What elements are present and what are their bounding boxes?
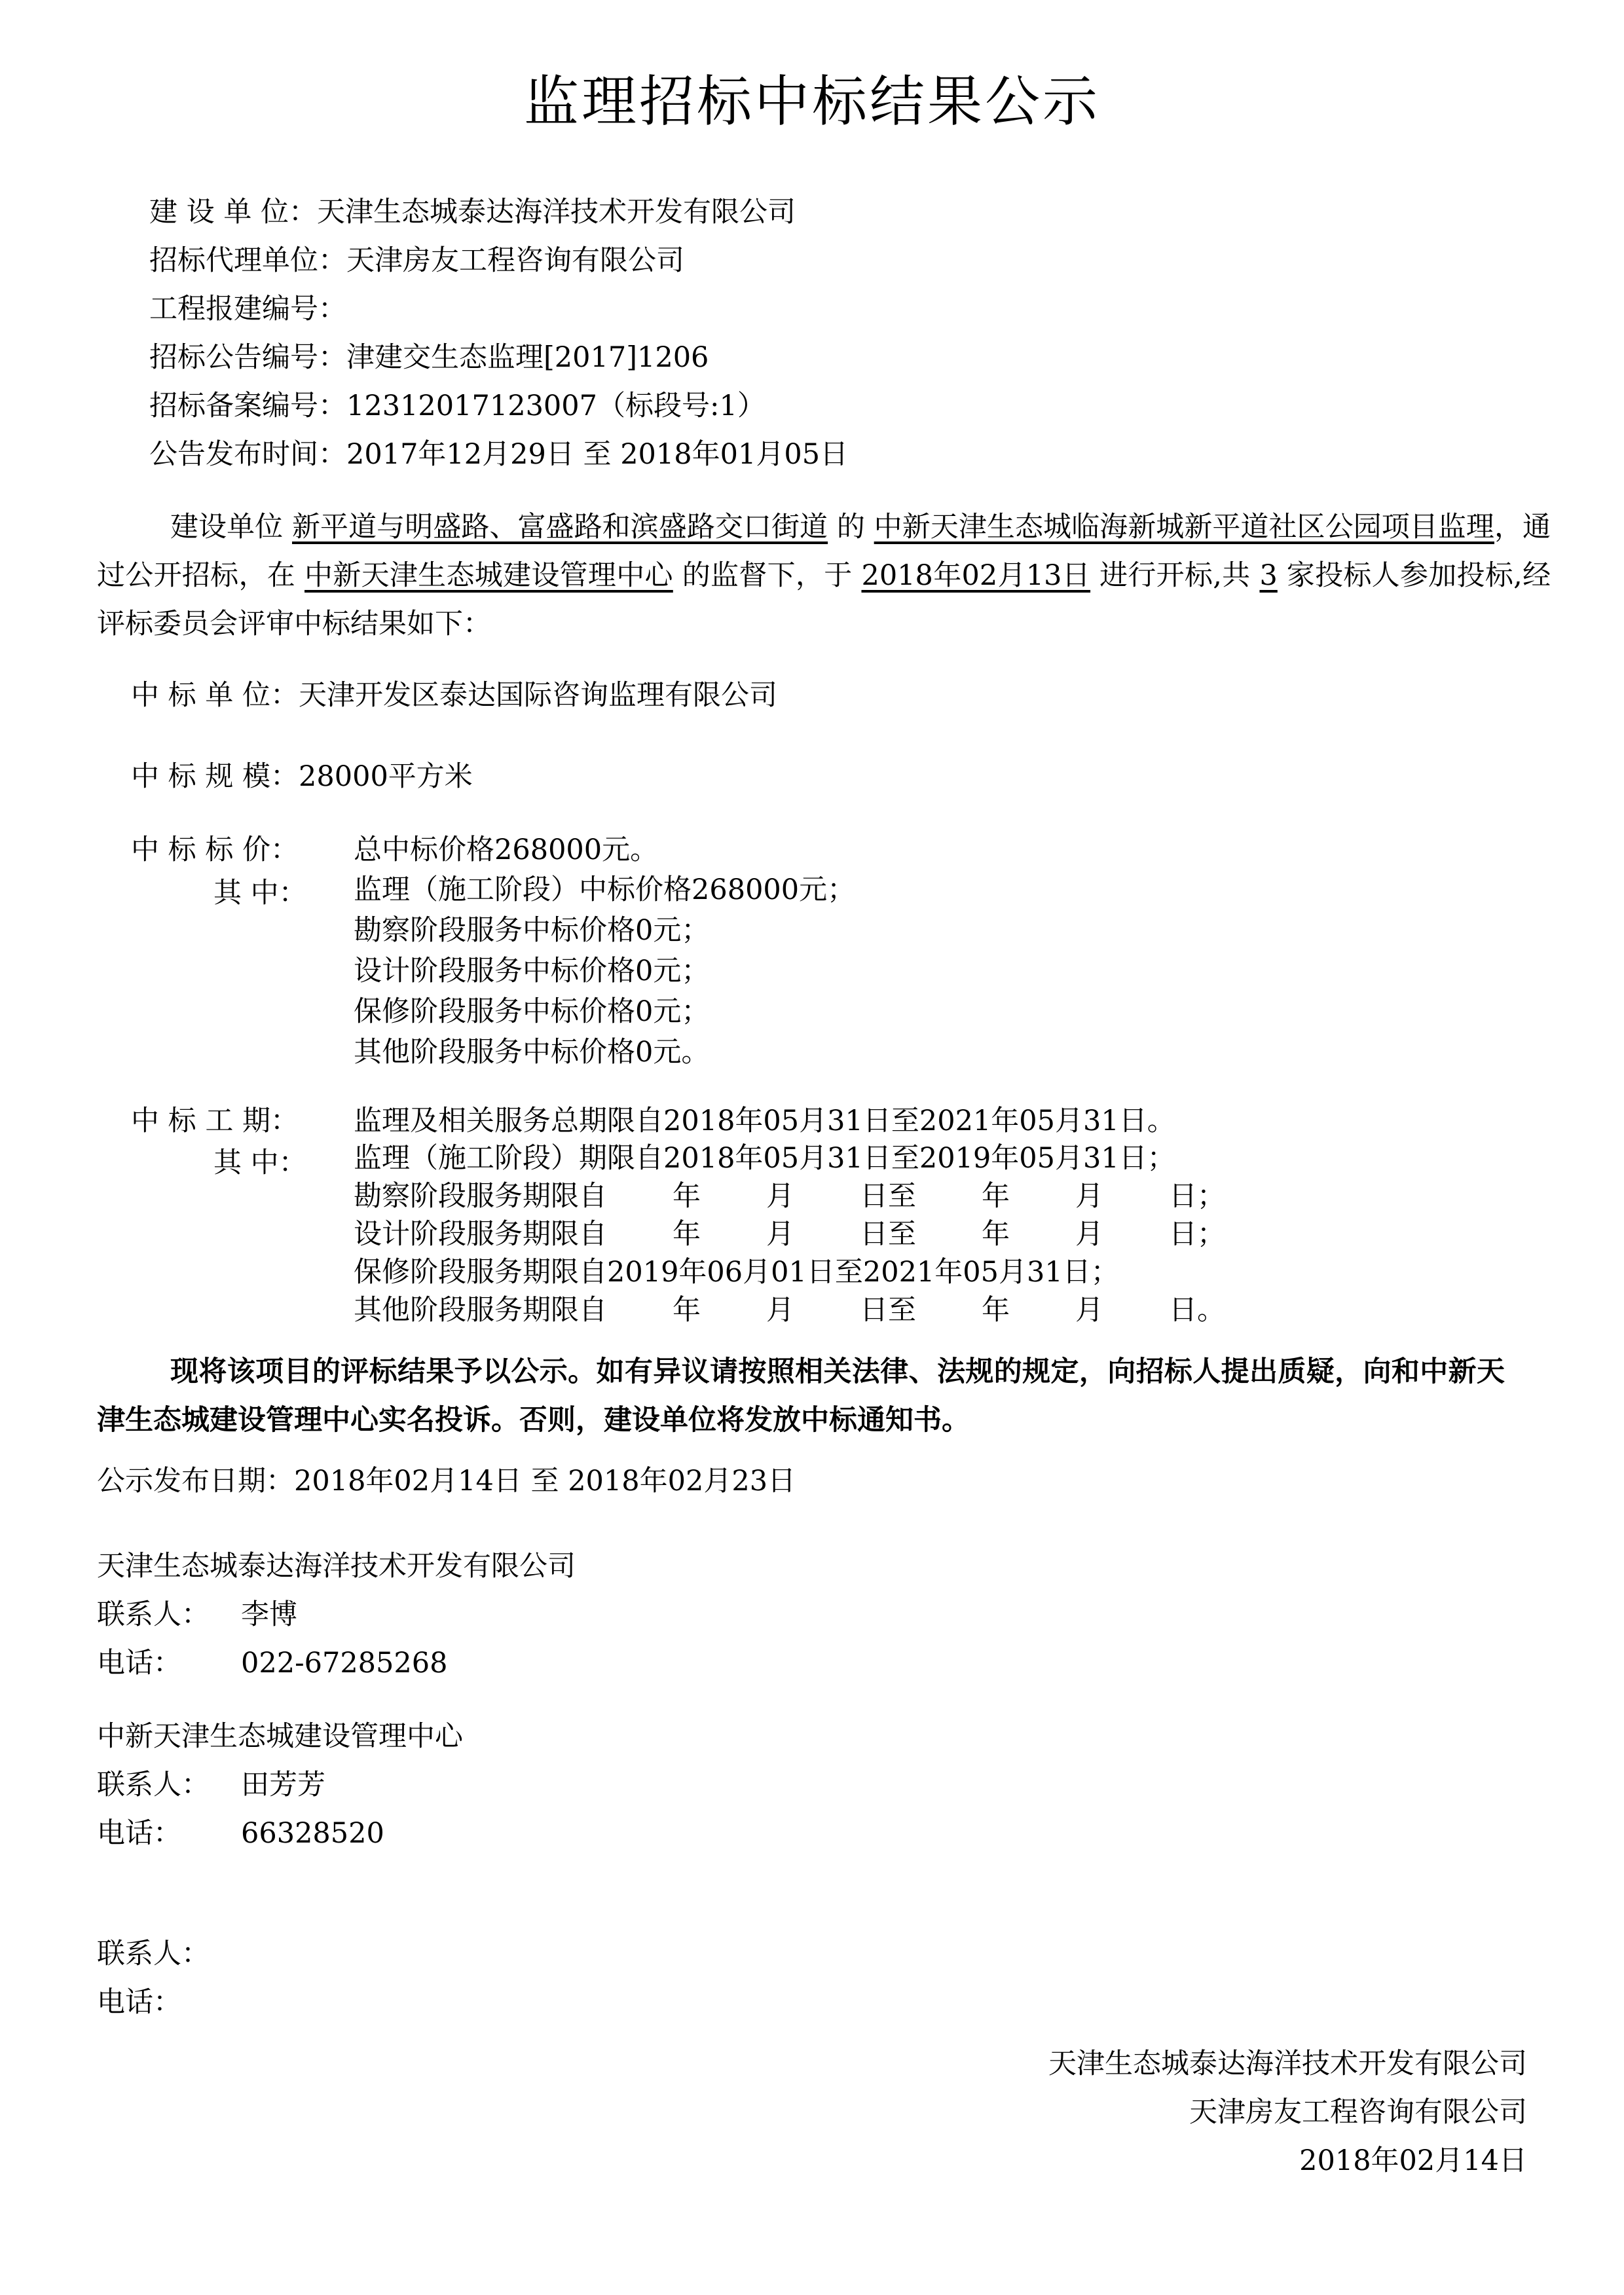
period-prefix: 设计阶段服务期限自 (354, 1218, 607, 1251)
notice-value: 津建交生态监理[2017]1206 (346, 341, 709, 374)
period-sub-label: 其 中： (213, 1147, 307, 1179)
price-item: 保修阶段服务中标价格0元； (354, 995, 710, 1028)
winner-row (131, 672, 777, 719)
day-to-text: 日至 (860, 1180, 916, 1213)
intro-text-4: 的监督下，于 (682, 559, 853, 592)
month-text: 月 (766, 1218, 794, 1251)
contact-phone-label: 电话： (97, 1647, 181, 1680)
signature-date: 2018年02月14日 (1299, 2144, 1527, 2177)
year-text: 年 (982, 1218, 1010, 1251)
month-text: 月 (1075, 1180, 1103, 1213)
contact-phone-row-1 (97, 1640, 447, 1687)
blank-contact-phone-label: 电话： (97, 1986, 181, 2019)
period-prefix: 勘察阶段服务期限自 (354, 1180, 607, 1213)
report-label: 工程报建编号： (149, 293, 346, 325)
price-label: 中 标 标 价： (131, 834, 299, 866)
price-item: 设计阶段服务中标价格0元； (354, 955, 710, 987)
year-text: 年 (673, 1180, 701, 1213)
intro-text-2: 的 (836, 511, 865, 543)
notice-label: 招标公告编号： (149, 341, 346, 374)
year-text: 年 (673, 1218, 701, 1251)
contact-phone: 66328520 (241, 1817, 384, 1850)
signature-org-2: 天津房友工程咨询有限公司 (1189, 2096, 1527, 2129)
notice-paragraph: 现将该项目的评标结果予以公示。如有异议请按照相关法律、法规的规定，向招标人提出质疑，向和中新天津生态城建设管理中心实名投诉。否则，建设单位将发放中标通知书。 (97, 1355, 1505, 1437)
contact-person-row-2 (97, 1761, 325, 1808)
contact-phone-label: 电话： (97, 1817, 181, 1850)
period-item-blank (354, 1291, 1225, 1329)
scale-row (131, 753, 473, 800)
period-items-list (354, 1139, 1225, 1329)
open-date: 2018年02月13日 (861, 559, 1091, 592)
period-item: 保修阶段服务期限自2019年06月01日至2021年05月31日； (354, 1256, 1119, 1289)
header-notice-row (149, 334, 709, 381)
day-text: 日。 (1169, 1294, 1225, 1327)
intro-text-6: 家投标人参加投标,经评标委员会评审中标结果如下： (97, 559, 1551, 640)
record-value: 12312017123007（标段号:1） (346, 390, 766, 422)
intro-text-1: 建设单位 (170, 511, 284, 543)
contact-org-1: 天津生态城泰达海洋技术开发有限公司 (97, 1550, 576, 1583)
contact-person-label: 联系人： (97, 1598, 210, 1631)
page-title: 监理招标中标结果公示 (523, 69, 1100, 134)
project-location: 新平道与明盛路、富盛路和滨盛路交口街道 (291, 511, 828, 543)
price-item: 监理（施工阶段）中标价格268000元； (354, 873, 856, 906)
contact-org-2: 中新天津生态城建设管理中心 (97, 1720, 463, 1753)
price-row (131, 826, 299, 873)
header-agent-row (149, 237, 684, 284)
agent-value: 天津房友工程咨询有限公司 (346, 244, 684, 277)
period-prefix: 其他阶段服务期限自 (354, 1294, 607, 1327)
intro-paragraph (97, 503, 1551, 648)
contact-person: 田芳芳 (241, 1769, 325, 1801)
year-text: 年 (982, 1294, 1010, 1327)
scale-label: 中 标 规 模： (131, 760, 299, 793)
winner-value: 天津开发区泰达国际咨询监理有限公司 (299, 679, 778, 712)
blank-contact-person-label: 联系人： (97, 1937, 210, 1970)
day-to-text: 日至 (860, 1218, 916, 1251)
contact-phone-row-2 (97, 1810, 384, 1857)
contact-person-row-1 (97, 1591, 297, 1638)
record-label: 招标备案编号： (149, 390, 346, 422)
header-record-row (149, 382, 766, 430)
publicity-date: 公示发布日期：2018年02月14日 至 2018年02月23日 (97, 1465, 796, 1497)
period-total: 监理及相关服务总期限自2018年05月31日至2021年05月31日。 (354, 1105, 1175, 1137)
unit-value: 天津生态城泰达海洋技术开发有限公司 (317, 196, 796, 229)
month-text: 月 (1075, 1294, 1103, 1327)
supervisor-name: 中新天津生态城建设管理中心 (304, 559, 673, 592)
bidder-count: 3 (1259, 559, 1278, 592)
day-to-text: 日至 (860, 1294, 916, 1327)
period-item-blank (354, 1177, 1225, 1215)
month-text: 月 (766, 1294, 794, 1327)
price-item: 其他阶段服务中标价格0元。 (354, 1036, 710, 1069)
period-label: 中 标 工 期： (131, 1105, 299, 1137)
contact-person-label: 联系人： (97, 1769, 210, 1801)
price-sub-label: 其 中： (213, 877, 307, 909)
year-text: 年 (673, 1294, 701, 1327)
signature-org-1: 天津生态城泰达海洋技术开发有限公司 (1048, 2047, 1527, 2080)
project-name: 中新天津生态城临海新城新平道社区公园项目监理 (874, 511, 1494, 543)
header-publish-row (149, 431, 848, 478)
intro-text-3: ，通过公开招标，在 (97, 511, 1551, 592)
day-text: 日； (1169, 1180, 1225, 1213)
contact-phone: 022-67285268 (241, 1647, 448, 1680)
year-text: 年 (982, 1180, 1010, 1213)
unit-label: 建 设 单 位： (149, 196, 318, 229)
month-text: 月 (1075, 1218, 1103, 1251)
price-item: 勘察阶段服务中标价格0元； (354, 914, 710, 947)
month-text: 月 (766, 1180, 794, 1213)
price-total: 总中标价格268000元。 (354, 834, 659, 866)
price-items-list (354, 870, 855, 1073)
intro-text-5: 进行开标,共 (1099, 559, 1251, 592)
day-text: 日； (1169, 1218, 1225, 1251)
scale-value: 28000平方米 (299, 760, 473, 793)
contact-person: 李博 (241, 1598, 297, 1631)
winner-label: 中 标 单 位： (131, 679, 299, 712)
period-item: 监理（施工阶段）期限自2018年05月31日至2019年05月31日； (354, 1142, 1175, 1175)
publish-label: 公告发布时间： (149, 438, 346, 471)
header-unit-row (149, 189, 796, 236)
agent-label: 招标代理单位： (149, 244, 346, 277)
period-item-blank (354, 1215, 1225, 1253)
publish-value: 2017年12月29日 至 2018年01月05日 (346, 438, 849, 471)
header-report-row (149, 285, 346, 333)
